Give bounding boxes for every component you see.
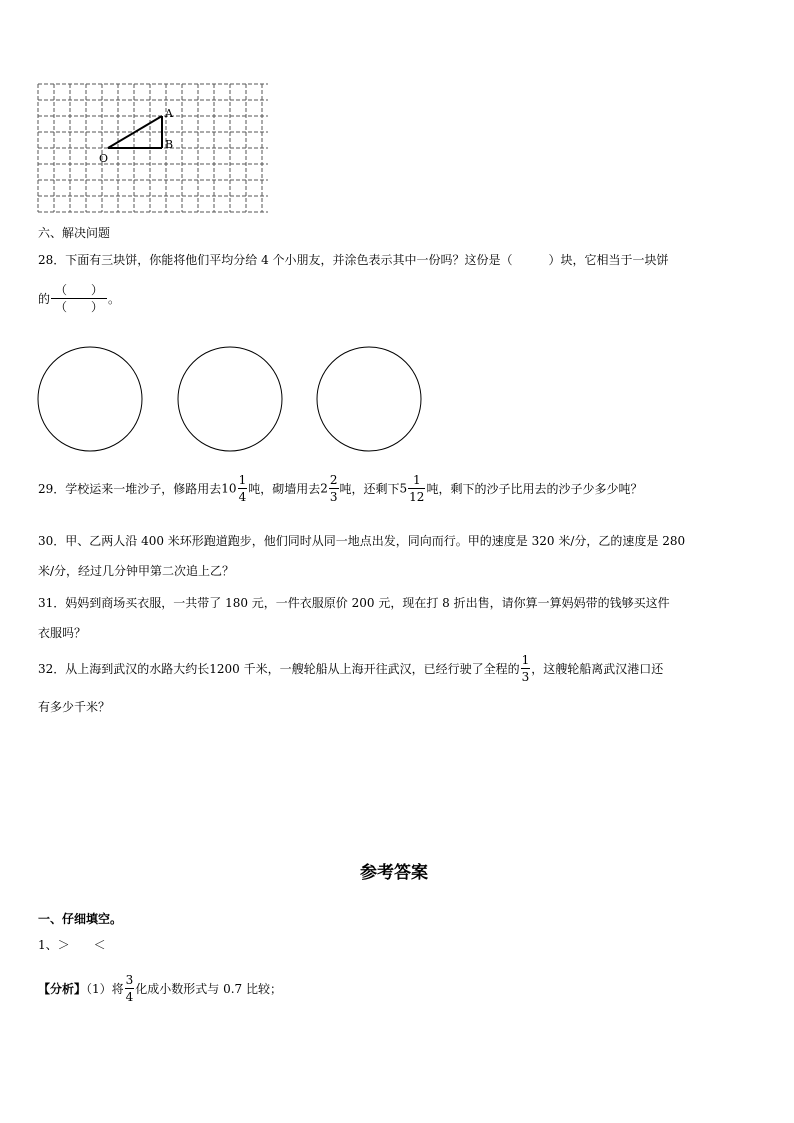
pie-3: [317, 347, 421, 451]
analysis-num: 3: [125, 973, 134, 987]
answers-section-1: 一、仔细填空。: [38, 912, 123, 926]
q32-line1: [38, 654, 663, 683]
analysis-line: [38, 974, 282, 1003]
q28-blank-fraction[interactable]: [51, 284, 107, 313]
q29-fraction-2: [329, 474, 339, 503]
q29-part2: 吨，砌墙用去: [248, 482, 321, 496]
pie-1: [38, 347, 142, 451]
grid-figure: [36, 82, 270, 216]
pie-2: [178, 347, 282, 451]
q32-den: 3: [521, 670, 530, 684]
analysis-fraction: [125, 974, 135, 1003]
q29-m1-num: 1: [238, 473, 247, 487]
q28-prefix: 的: [38, 292, 51, 306]
q29-part3: 吨，还剩下: [339, 482, 400, 496]
q29-fraction-3: [408, 474, 425, 503]
q29-m3-den: 12: [409, 490, 425, 504]
q32-part1: 32．从上海到武汉的水路大约长1200 千米，一艘轮船从上海开往武汉，已经行驶了全程的: [38, 662, 520, 676]
q28-suffix: 。: [108, 292, 121, 306]
q28-blank-numerator: （ ）: [55, 283, 104, 297]
q29-m2-den: 3: [329, 490, 338, 504]
q29-part4: 吨，剩下的沙子比用去的沙子少多少吨？: [426, 482, 643, 496]
q29: [38, 474, 642, 503]
analysis-part1: （1）将: [86, 982, 124, 996]
q32-num: 1: [521, 653, 530, 667]
q32-part2: ，这艘轮船离武汉港口还: [531, 662, 664, 676]
answer-1: 1、＞ ＜: [38, 938, 106, 952]
q29-m1-den: 4: [238, 490, 247, 504]
q30-line2: 米/分，经过几分钟甲第二次追上乙？: [38, 564, 235, 578]
q29-part1: 29．学校运来一堆沙子，修路用去: [38, 482, 222, 496]
q30-line1: 30．甲、乙两人沿 400 米环形跑道跑步，他们同时从同一地点出发，同向而行。甲的速度是 320 米/分，乙的速度是 280: [38, 534, 686, 548]
q29-m3-num: 1: [412, 473, 421, 487]
q28-line2: [38, 284, 120, 313]
q29-m1-int: 10: [221, 481, 237, 496]
analysis-part2: 化成小数形式与 0.7 比较；: [135, 982, 283, 996]
analysis-den: 4: [125, 990, 134, 1004]
q28-line1: 28．下面有三块饼，你能将他们平均分给 4 个小朋友，并涂色表示其中一份吗？这份是（ ）块，它相当于一块饼: [38, 253, 669, 267]
label-b: B: [165, 138, 174, 151]
q32-line2: 有多少千米？: [38, 700, 111, 714]
three-pies: [36, 345, 426, 455]
section-6-title: 六、解决问题: [38, 226, 111, 240]
label-a: A: [165, 107, 173, 120]
q29-m2-int: 2: [320, 481, 328, 496]
q31-line1: 31．妈妈到商场买衣服，一共带了 180 元，一件衣服原价 200 元，现在打 8 折出售，请你算一算妈妈带的钱够买这件: [38, 596, 670, 610]
q32-fraction: [521, 654, 531, 683]
q31-line2: 衣服吗？: [38, 626, 87, 640]
q28-blank-denominator: （ ）: [55, 300, 104, 314]
q29-m3-int: 5: [399, 481, 408, 496]
q29-m2-num: 2: [329, 473, 338, 487]
q29-fraction-1: [238, 474, 248, 503]
answers-title: 参考答案: [360, 863, 428, 883]
analysis-tag: 【分析】: [38, 982, 87, 996]
label-o: O: [99, 152, 109, 165]
